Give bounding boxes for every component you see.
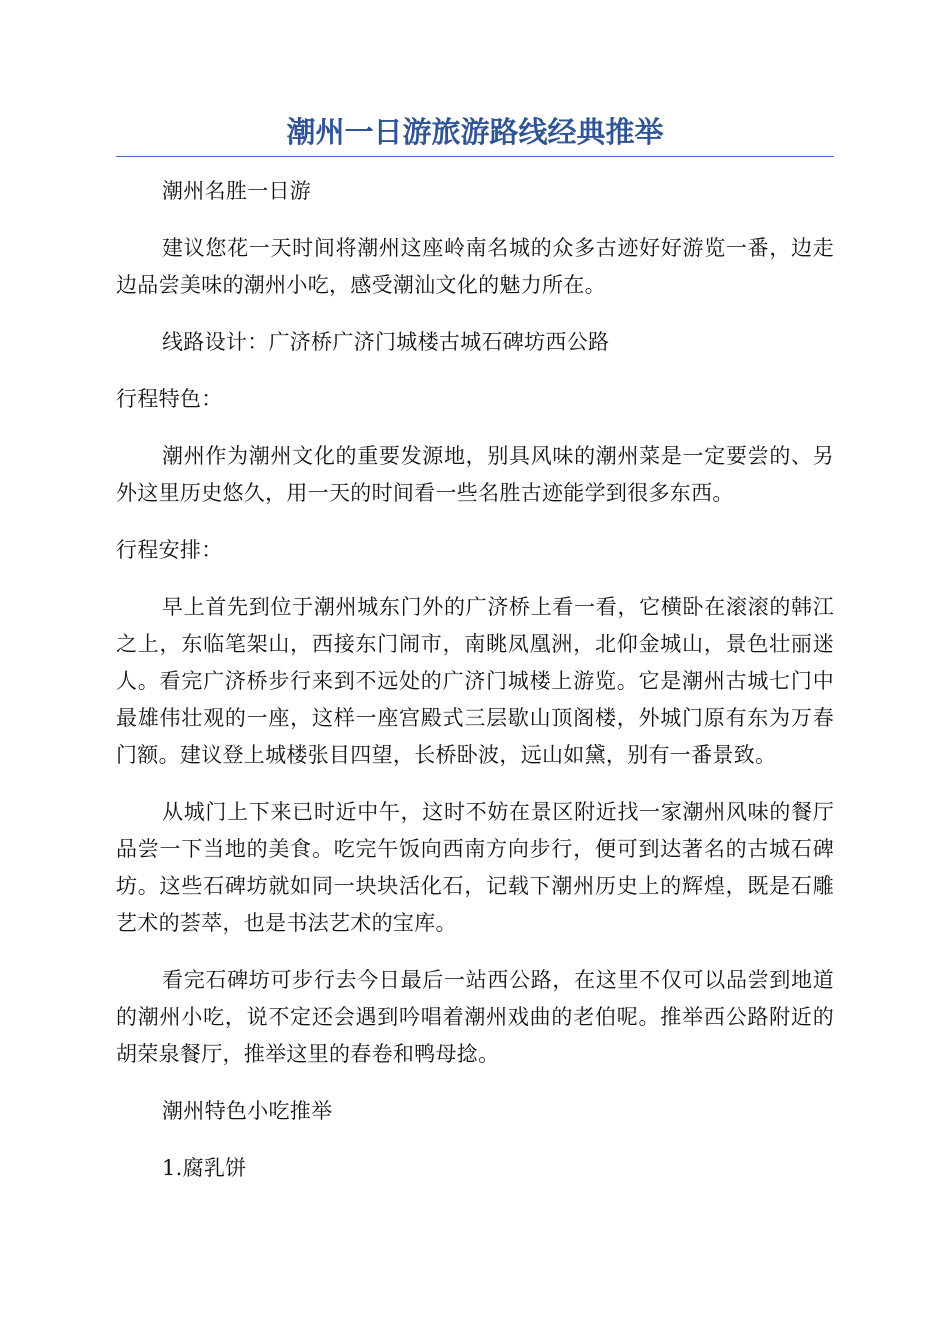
paragraph: 建议您花一天时间将潮州这座岭南名城的众多古迹好好游览一番，边走边品尝美味的潮州小吃，感受潮汕文化的魅力所在。 [116, 236, 834, 297]
paragraph: 早上首先到位于潮州城东门外的广济桥上看一看，它横卧在滚滚的韩江之上，东临笔架山，西接东门闹市，南眺凤凰洲，北仰金城山，景色壮丽迷人。看完广济桥步行来到不远处的广济门城楼上游览。它是潮州古城七门中最雄伟壮观的一座，这样一座宫殿式三层歇山顶阁楼，外城门原有东为万春门额。建议登上城楼张目四望，长桥卧波，远山如黛，别有一番景致。 [116, 595, 834, 767]
paragraph: 行程特色： [116, 387, 223, 411]
paragraph: 潮州名胜一日游 [162, 179, 312, 203]
document-title: 潮州一日游旅游路线经典推举 [116, 110, 834, 157]
paragraph: 潮州特色小吃推举 [162, 1099, 333, 1123]
paragraph: 线路设计：广济桥广济门城楼古城石碑坊西公路 [162, 330, 610, 354]
paragraph: 行程安排： [116, 538, 223, 562]
paragraph: 1.腐乳饼 [162, 1156, 247, 1180]
document-body [116, 173, 834, 1187]
document-page [116, 110, 834, 1207]
paragraph: 潮州作为潮州文化的重要发源地，别具风味的潮州菜是一定要尝的、另外这里历史悠久，用一天的时间看一些名胜古迹能学到很多东西。 [116, 444, 834, 505]
paragraph: 看完石碑坊可步行去今日最后一站西公路，在这里不仅可以品尝到地道的潮州小吃，说不定还会遇到吟唱着潮州戏曲的老伯呢。推举西公路附近的胡荣泉餐厅，推举这里的春卷和鸭母捻。 [116, 968, 834, 1066]
paragraph: 从城门上下来已时近中午，这时不妨在景区附近找一家潮州风味的餐厅品尝一下当地的美食。吃完午饭向西南方向步行，便可到达著名的古城石碑坊。这些石碑坊就如同一块块活化石，记载下潮州历史上的辉煌，既是石雕艺术的荟萃，也是书法艺术的宝库。 [116, 800, 834, 935]
